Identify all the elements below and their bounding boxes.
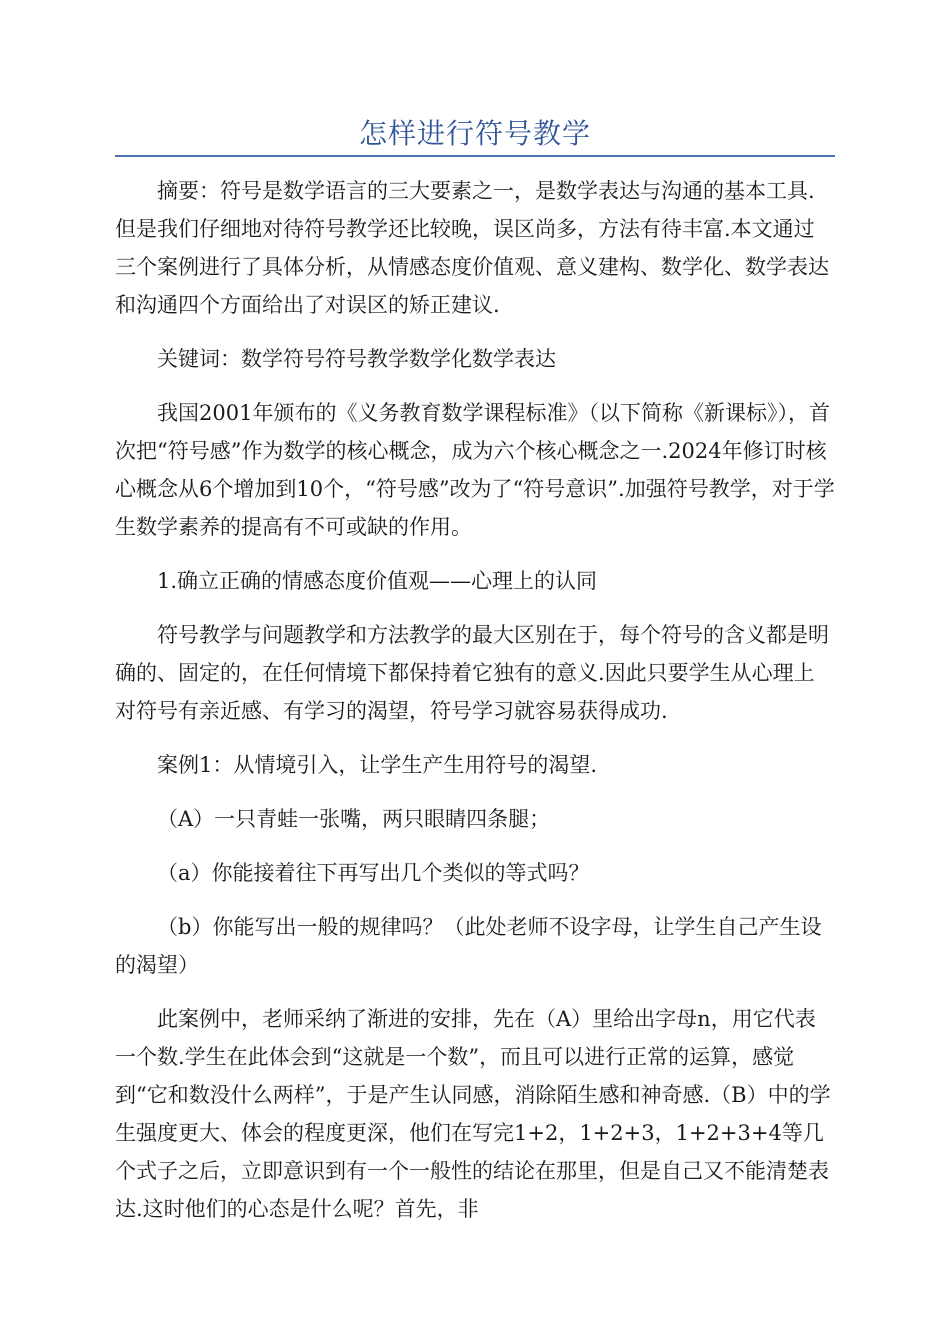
document-body [115, 172, 835, 1244]
body-paragraph: 符号教学与问题教学和方法教学的最大区别在于，每个符号的含义都是明确的、固定的，在任何情境下都保持着它独有的意义.因此只要学生从心理上对符号有亲近感、有学习的渴望，符号学习就容易获得成功. [115, 623, 829, 723]
intro-paragraph: 我国2001年颁布的《义务教育数学课程标准》（以下简称《新课标》），首次把“符号感”作为数学的核心概念，成为六个核心概念之一.2024年修订时核心概念从6个增加到10个，“符号感”改为了“符号意识”.加强符号教学，对于学生数学素养的提高有不可或缺的作用。 [115, 401, 835, 539]
case-question-a: （a）你能接着往下再写出几个类似的等式吗？ [157, 861, 590, 885]
section-heading-1: 1.确立正确的情感态度价值观——心理上的认同 [157, 569, 598, 593]
analysis-paragraph: 此案例中，老师采纳了渐进的安排，先在（A）里给出字母n，用它代表一个数.学生在此体会到“这就是一个数”，而且可以进行正常的运算，感觉到“它和数没什么两样”，于是产生认同感，消除陌生感和神奇感.（B）中的学生强度更大、体会的程度更深，他们在写完1+2，1+2+3，1+2+3+4等几个式子之后，立即意识到有一个一般性的结论在那里，但是自己又不能清楚表达.这时他们的心态是什么呢？首先，非 [115, 1007, 831, 1221]
case-item-A: （A）一只青蛙一张嘴，两只眼睛四条腿； [157, 807, 551, 831]
case-question-b: （b）你能写出一般的规律吗？（此处老师不设字母，让学生自己产生设的渴望） [115, 915, 822, 977]
title-underline [115, 155, 835, 157]
abstract-paragraph: 摘要：符号是数学语言的三大要素之一，是数学表达与沟通的基本工具.但是我们仔细地对待符号教学还比较晚，误区尚多，方法有待丰富.本文通过三个案例进行了具体分析，从情感态度价值观、意义建构、数学化、数学表达和沟通四个方面给出了对误区的矫正建议. [115, 179, 829, 317]
case-heading: 案例1：从情境引入，让学生产生用符号的渴望. [157, 753, 598, 777]
document-title: 怎样进行符号教学 [358, 117, 591, 150]
keywords-paragraph: 关键词：数学符号符号教学数学化数学表达 [157, 347, 556, 371]
